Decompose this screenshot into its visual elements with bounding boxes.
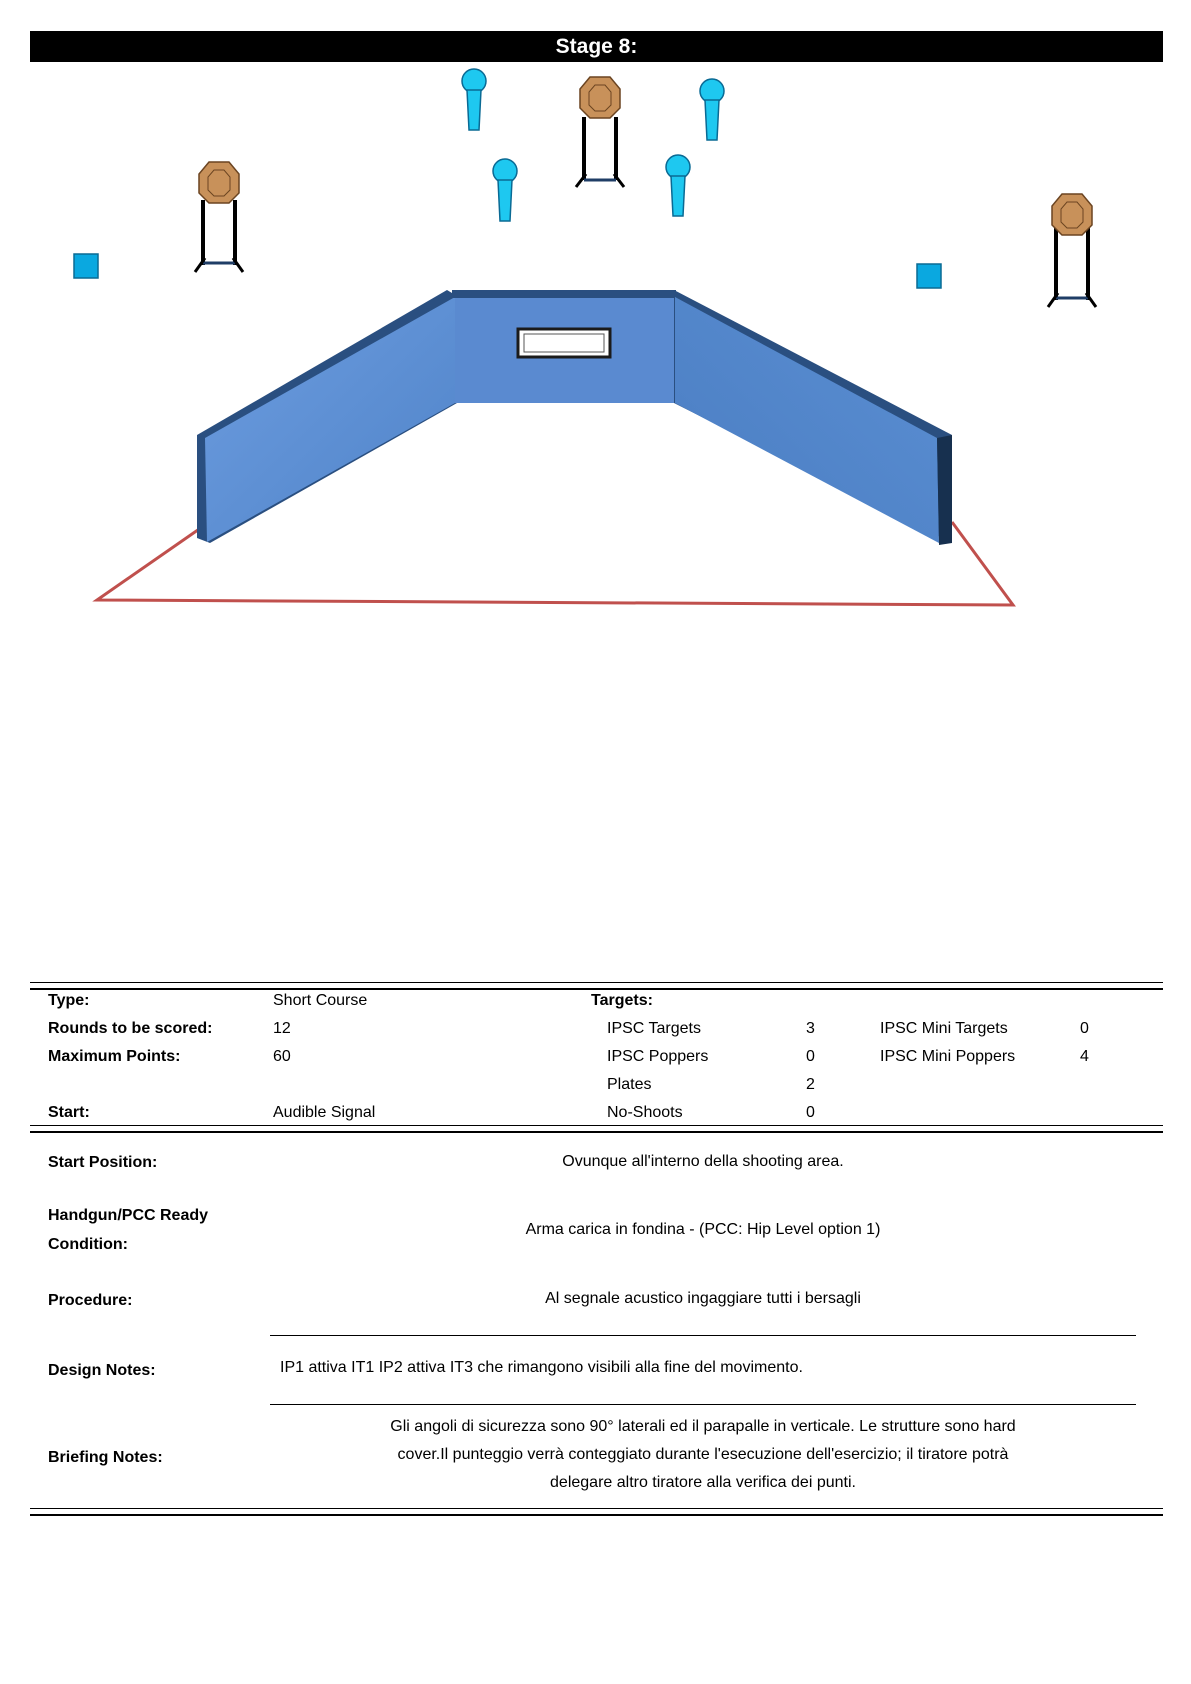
popper-icon	[666, 155, 690, 216]
rounds-label: Rounds to be scored:	[48, 1020, 213, 1037]
plate-icon	[74, 254, 98, 278]
briefing-notes-label: Briefing Notes:	[48, 1449, 163, 1466]
plate-icon	[917, 264, 941, 288]
procedure-label: Procedure:	[48, 1292, 133, 1309]
mini-target-count: 4	[1080, 1048, 1089, 1065]
ipsc-target-icon	[1048, 194, 1096, 307]
ipsc-target-icon	[576, 77, 624, 187]
briefing-notes-line-3: delegare altro tiratore alla verifica dei punti.	[550, 1474, 856, 1491]
start-value: Audible Signal	[273, 1104, 376, 1121]
details-bottom-rule	[30, 1508, 1163, 1516]
mini-target-count: 0	[1080, 1020, 1089, 1037]
wall-left	[197, 290, 457, 543]
targets-label: Targets:	[591, 992, 653, 1009]
stage-diagram	[0, 0, 1191, 700]
summary-bottom-rule	[30, 1125, 1163, 1133]
briefing-notes-top-rule	[270, 1404, 1136, 1405]
fault-line	[97, 522, 1013, 605]
start-position-value: Ovunque all'interno della shooting area.	[562, 1153, 844, 1170]
stage-title: Stage 8:	[30, 31, 1163, 62]
design-notes-top-rule	[270, 1335, 1136, 1336]
target-type-label: IPSC Targets	[607, 1020, 701, 1037]
design-notes-value: IP1 attiva IT1 IP2 attiva IT3 che rimangono visibili alla fine del movimento.	[280, 1359, 803, 1376]
target-type-count: 2	[806, 1076, 815, 1093]
ready-condition-value: Arma carica in fondina - (PCC: Hip Level option 1)	[525, 1221, 881, 1238]
points-label: Maximum Points:	[48, 1048, 181, 1065]
briefing-notes-line-1: Gli angoli di sicurezza sono 90° laterali ed il parapalle in verticale. Le strutture sono hard	[390, 1418, 1016, 1435]
points-value: 60	[273, 1048, 291, 1065]
popper-icon	[493, 159, 517, 221]
target-type-label: IPSC Poppers	[607, 1048, 709, 1065]
start-label: Start:	[48, 1104, 90, 1121]
port-icon	[518, 329, 610, 357]
type-label: Type:	[48, 992, 90, 1009]
popper-icon	[462, 69, 486, 130]
start-position-label: Start Position:	[48, 1154, 158, 1171]
design-notes-label: Design Notes:	[48, 1362, 156, 1379]
type-value: Short Course	[273, 992, 368, 1009]
target-type-count: 3	[806, 1020, 815, 1037]
rounds-value: 12	[273, 1020, 291, 1037]
briefing-notes-line-2: cover.Il punteggio verrà conteggiato durante l'esecuzione dell'esercizio; il tiratore potrà	[397, 1446, 1009, 1463]
target-type-label: No-Shoots	[607, 1104, 683, 1121]
mini-target-label: IPSC Mini Targets	[880, 1020, 1008, 1037]
ready-condition-label-line1: Handgun/PCC Ready	[48, 1207, 209, 1224]
mini-target-label: IPSC Mini Poppers	[880, 1048, 1016, 1065]
wall-right	[674, 290, 952, 545]
popper-icon	[700, 79, 724, 140]
procedure-value: Al segnale acustico ingaggiare tutti i bersagli	[545, 1290, 861, 1307]
target-type-count: 0	[806, 1104, 815, 1121]
ipsc-target-icon	[195, 162, 243, 272]
target-type-count: 0	[806, 1048, 815, 1065]
ready-condition-label-line2: Condition:	[48, 1236, 128, 1253]
target-type-label: Plates	[607, 1076, 652, 1093]
